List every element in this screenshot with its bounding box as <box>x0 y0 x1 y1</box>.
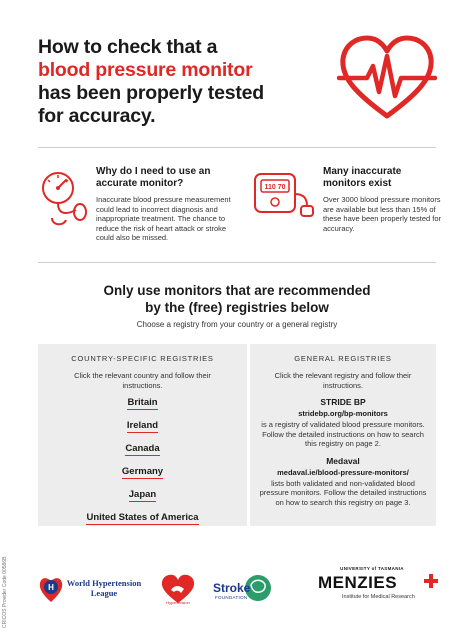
world-hypertension-league-logo: H World Hypertension League <box>38 574 142 604</box>
general-registries-panel <box>250 344 436 526</box>
heart-logo-caption: Hypertension <box>166 600 190 605</box>
registries-subheading: Choose a registry from your country or a general registry <box>136 320 338 329</box>
stroke-foundation-logo: Stroke FOUNDATION <box>213 573 275 605</box>
why-body: Inaccurate blood pressure measurement could lead to incorrect diagnosis and inappropriate treatment. The chance to reduce the risk of heart attack or stroke could also be missed. <box>96 195 231 243</box>
heart-ecg-icon <box>337 34 437 122</box>
registries-heading: Only use monitors that are recommended by the (free) registries below <box>103 283 371 315</box>
page-title: How to check that a blood pressure monitor has been properly tested for accuracy. <box>38 36 265 127</box>
stride-bp-name: STRIDE BP <box>320 397 366 407</box>
menzies-institute-logo: UNIVERSITY of TASMANIA MENZIES Institute for Medical Research <box>318 566 438 606</box>
country-link-britain[interactable]: Britain <box>127 397 158 408</box>
country-link-germany[interactable]: Germany <box>121 466 164 477</box>
country-link-canada[interactable]: Canada <box>125 443 160 454</box>
stride-bp-link[interactable]: stridebp.org/bp-monitors <box>298 409 388 418</box>
country-link-japan[interactable]: Japan <box>128 489 157 500</box>
panel-title: COUNTRY-SPECIFIC REGISTRIES <box>71 354 214 363</box>
monitor-display: 110 70 <box>264 184 286 191</box>
country-link-usa[interactable]: United States of America <box>86 512 199 523</box>
country-link-ireland[interactable]: Ireland <box>126 420 159 431</box>
country-registries-panel <box>38 344 247 526</box>
whl-emblem-icon <box>38 574 64 604</box>
cross-icon <box>424 574 438 588</box>
cricos-code: CRICOS Provider Code 00586B <box>2 556 8 628</box>
panel-title: GENERAL REGISTRIES <box>294 354 392 363</box>
stride-bp-description: is a registry of validated blood pressure monitors. Follow the detailed instructions on how to search this registry on page 2. <box>261 420 425 448</box>
gauge-cuff-icon <box>38 170 88 228</box>
many-body: Over 3000 blood pressure monitors are available but less than 15% of these have been properly tested for accuracy. <box>323 195 441 233</box>
svg-text:H: H <box>48 583 54 592</box>
medaval-name: Medaval <box>326 455 360 466</box>
divider <box>38 262 436 263</box>
many-title: Many inaccurate monitors exist <box>323 166 402 189</box>
panel-instructions: Click the relevant country and follow their instructions. <box>74 371 211 390</box>
why-title: Why do I need to use an accurate monitor? <box>96 166 211 189</box>
panel-instructions: Click the relevant registry and follow their instructions. <box>274 371 412 390</box>
bp-monitor-icon <box>253 170 319 220</box>
divider <box>38 147 436 148</box>
medaval-description: lists both validated and non-validated blood pressure monitors. Follow the detailed instructions on how to search this registry on page 3. <box>259 478 427 507</box>
medaval-link[interactable]: medaval.ie/blood-pressure-monitors/ <box>277 467 409 477</box>
